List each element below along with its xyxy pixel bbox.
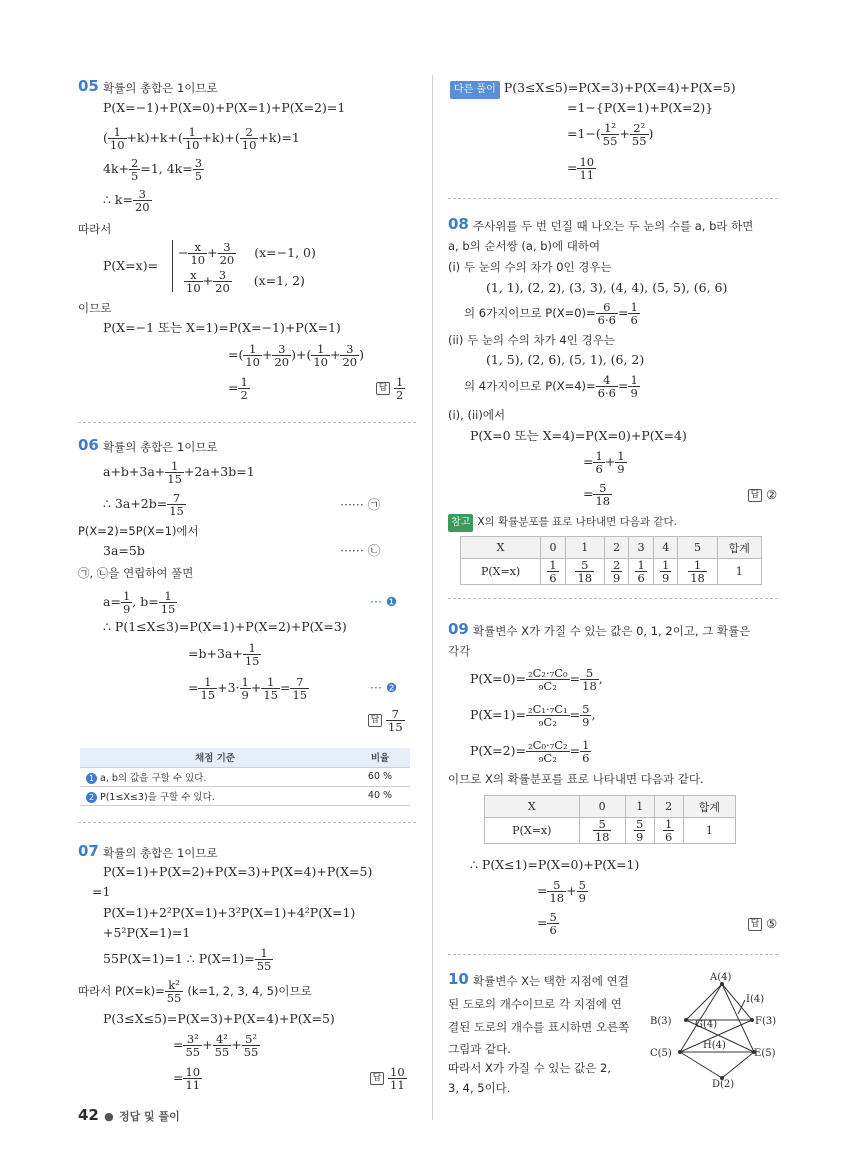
problem-05-number: 05 xyxy=(78,77,99,95)
p07-line7: 따라서 P(X=k)= $\frac{\text{k²}}{55}$ (k=1, 2, 3, 4, 5)이므로 xyxy=(78,978,312,1005)
p06-line7: a= $\frac{1}{9}$ , b= $\frac{1}{15}$ xyxy=(103,589,176,616)
p10-line2: 된 도로의 개수이므로 각 지점에 연 xyxy=(448,997,622,1011)
problem-06-number: 06 xyxy=(78,436,99,454)
p09-line5: P(X=2)= $\frac{\text{₂C₀·₇C₂}}{\text{₉C₂}}$ = $\frac{1}{6}$ xyxy=(470,738,590,765)
note-distribution-table xyxy=(460,536,762,585)
separator xyxy=(78,822,416,823)
label-C: C(5) xyxy=(650,1048,672,1059)
p09-line6: 이므로 X의 확률분포를 표로 나타내면 다음과 같다. xyxy=(448,772,704,786)
footer-title: 정답 및 풀이 xyxy=(118,1110,180,1123)
note-line: 참고 X의 확률분포를 표로 나타내면 다음과 같다. xyxy=(448,514,677,532)
table-cell: $\frac{5}{9}$ xyxy=(625,818,654,844)
column-divider xyxy=(432,75,433,1120)
p08-line3: (i) 두 눈의 수의 차가 0인 경우는 xyxy=(448,260,612,274)
table-cell: $\frac{1}{9}$ xyxy=(653,559,678,585)
p10-line3: 결된 도로의 개수를 표시하면 오른쪽 xyxy=(448,1020,630,1034)
p05-line4: 4k+ $\frac{2}{5}$ =1, 4k= $\frac{3}{5}$ xyxy=(103,156,203,183)
p05-case2: $\frac{x}{10}$ + $\frac{3}{20}$ (x=1, 2) xyxy=(186,268,305,295)
table-header-cell: 0 xyxy=(541,537,566,559)
table-header-cell: 4 xyxy=(653,537,678,559)
separator xyxy=(448,954,778,955)
other-solution-line4: = $\frac{10}{11}$ xyxy=(567,155,595,182)
p07-line9: = $\frac{\text{3²}}{55}$ + $\frac{\text{4²}}{55}$ + $\frac{\text{5²}}{55}$ xyxy=(173,1032,259,1059)
problem-08-number: 08 xyxy=(448,215,469,233)
p05-answer: 답 $\frac{1}{2}$ xyxy=(376,376,405,401)
table-header-cell: 합계 xyxy=(717,537,761,559)
table-header-cell: 0 xyxy=(579,796,625,818)
p10-line6: 3, 4, 5이다. xyxy=(448,1081,511,1095)
p06-line9: =b+3a+ $\frac{1}{15}$ xyxy=(188,641,260,668)
p08-line7: (1, 5), (2, 6), (5, 1), (6, 2) xyxy=(486,352,645,367)
label-I: I(4) xyxy=(746,994,765,1005)
p06-line10: = $\frac{1}{15}$ +3· $\frac{1}{9}$ + $\frac{1}{15}$ = $\frac{7}{15}$ xyxy=(188,675,308,702)
p06-line8: ∴ P(1≤X≤3)=P(X=1)+P(X=2)+P(X=3) xyxy=(103,619,347,634)
p06-line4: P(X=2)=5P(X=1)에서 xyxy=(78,524,199,538)
separator xyxy=(448,598,778,599)
p07-line8: P(3≤X≤5)=P(X=3)+P(X=4)+P(X=5) xyxy=(103,1011,335,1026)
p08-line4: (1, 1), (2, 2), (3, 3), (4, 4), (5, 5), (6, 6) xyxy=(486,280,728,295)
node-F xyxy=(750,1018,754,1022)
page-footer: 42 ● 정답 및 풀이 xyxy=(78,1106,180,1124)
p09-distribution-table xyxy=(484,795,736,844)
p05-line11: = $\frac{1}{2}$ xyxy=(228,375,248,402)
p08-line11: = $\frac{1}{6}$ + $\frac{1}{9}$ xyxy=(583,449,625,476)
p08-line6: (ii) 두 눈의 수의 차가 4인 경우는 xyxy=(448,333,615,347)
table-cell: $\frac{5}{18}$ xyxy=(565,559,604,585)
piecewise-brace xyxy=(172,240,173,292)
p07-line2: P(X=1)+P(X=2)+P(X=3)+P(X=4)+P(X=5) xyxy=(103,864,373,879)
p06-step1: ··· ❶ xyxy=(370,594,398,609)
label-F: F(3) xyxy=(755,1016,777,1027)
road-C-D xyxy=(680,1052,722,1078)
node-B xyxy=(684,1018,688,1022)
p10-line1: 확률변수 X는 택한 지점에 연결 xyxy=(473,974,629,988)
grading-criteria-table: 채점 기준 비율 1 a, b의 값을 구할 수 있다. 60 % 2 P(1≤X≤3)을 구할 수 있다. 40 % xyxy=(80,748,410,806)
other-solution-line2: =1−{P(X=1)+P(X=2)} xyxy=(567,100,714,115)
table-header-cell: 5 xyxy=(678,537,717,559)
p06-line3: ∴ 3a+2b= $\frac{7}{15}$ xyxy=(103,491,184,518)
p07-line10: = $\frac{10}{11}$ xyxy=(173,1065,201,1092)
p05-line9: P(X=−1 또는 X=1)=P(X=−1)+P(X=1) xyxy=(103,320,341,335)
p07-line4: P(X=1)+2²P(X=1)+3²P(X=1)+4²P(X=1) xyxy=(103,905,356,920)
table-cell: $\frac{1}{18}$ xyxy=(678,559,717,585)
separator xyxy=(448,198,778,199)
table-header-cell: 3 xyxy=(629,537,654,559)
p07-answer: 답 $\frac{10}{11}$ xyxy=(370,1066,407,1091)
p08-line5: 의 6가지이므로 P(X=0)= $\frac{6}{6\cdot 6}$ = $\frac{1}{6}$ xyxy=(464,300,638,327)
p06-line5: 3a=5b xyxy=(103,543,145,558)
p05-line1: 확률의 총합은 1이므로 xyxy=(103,81,218,95)
p06-line1: 확률의 총합은 1이므로 xyxy=(103,440,218,454)
p09-line7: ∴ P(X≤1)=P(X=0)+P(X=1) xyxy=(470,857,640,872)
table-header-cell: X xyxy=(461,537,541,559)
p09-line8: = $\frac{5}{18}$ + $\frac{5}{9}$ xyxy=(537,878,586,905)
table-cell: $\frac{5}{18}$ xyxy=(579,818,625,844)
criteria-row-1: 1 a, b의 값을 구할 수 있다. xyxy=(80,767,350,786)
table-total-cell: 1 xyxy=(717,559,761,585)
problem-07-number: 07 xyxy=(78,842,99,860)
problem-09-number: 09 xyxy=(448,620,469,638)
p09-line1: 확률변수 X가 가질 수 있는 값은 0, 1, 2이고, 그 확률은 xyxy=(473,624,751,638)
table-total-cell: 1 xyxy=(683,818,735,844)
table-cell: $\frac{2}{9}$ xyxy=(604,559,629,585)
p07-line1: 확률의 총합은 1이므로 xyxy=(103,846,218,860)
label-A: A(4) xyxy=(710,972,732,983)
p09-line2: 각각 xyxy=(448,644,471,658)
road-E-D xyxy=(722,1052,754,1078)
p05-line8: 이므로 xyxy=(78,301,112,315)
p05-line6: 따라서 xyxy=(78,222,112,236)
p10-line5: 따라서 X가 가질 수 있는 값은 2, xyxy=(448,1061,611,1075)
label-D: D(2) xyxy=(712,1079,735,1090)
p05-line5: ∴ k= $\frac{3}{20}$ xyxy=(103,187,150,214)
p08-line1: 주사위를 두 번 던질 때 나오는 두 눈의 수를 a, b라 하면 xyxy=(473,219,754,233)
road-network-diagram xyxy=(650,970,780,1090)
p09-answer: 답 ⑤ xyxy=(748,916,777,931)
criteria-row-2: 2 P(1≤X≤3)을 구할 수 있다. xyxy=(80,786,350,805)
table-header-cell: X xyxy=(485,796,580,818)
p08-line2: a, b의 순서쌍 (a, b)에 대하여 xyxy=(448,239,601,253)
p05-case1: − $\frac{x}{10}$ + $\frac{3}{20}$ (x=−1, 0) xyxy=(178,240,316,267)
page-number: 42 xyxy=(78,1106,99,1124)
p06-answer: 답 $\frac{7}{15}$ xyxy=(368,708,405,733)
label-E: E(5) xyxy=(754,1048,776,1059)
table-row-label: P(X=x) xyxy=(461,559,541,585)
p08-line10: P(X=0 또는 X=4)=P(X=0)+P(X=4) xyxy=(470,428,687,443)
ratio-header: 비율 xyxy=(350,748,410,767)
label-B: B(3) xyxy=(650,1016,672,1027)
table-cell: $\frac{1}{6}$ xyxy=(629,559,654,585)
p08-line8: 의 4가지이므로 P(X=4)= $\frac{4}{6\cdot 6}$ = $\frac{1}{9}$ xyxy=(464,373,638,400)
table-header-cell: 합계 xyxy=(683,796,735,818)
road-A-B xyxy=(686,984,722,1020)
p06-step2: ··· ❷ xyxy=(370,680,398,695)
p10-line4: 그림과 같다. xyxy=(448,1042,511,1056)
table-row-label: P(X=x) xyxy=(485,818,580,844)
table-header-cell: 1 xyxy=(625,796,654,818)
label-H: H(4) xyxy=(703,1040,726,1051)
p08-answer: 답 ② xyxy=(748,487,777,502)
table-header-cell: 1 xyxy=(565,537,604,559)
table-cell: $\frac{1}{6}$ xyxy=(654,818,683,844)
p06-mark2: ······ ㉡ xyxy=(340,543,381,558)
p05-line3: ( $\frac{1}{10}$ +k)+k+( $\frac{1}{10}$ +k)+( $\frac{2}{10}$ +k)=1 xyxy=(103,125,300,152)
p05-line7: P(X=x)= xyxy=(103,258,159,273)
criteria-header: 채점 기준 xyxy=(80,748,350,767)
table-header-cell: 2 xyxy=(604,537,629,559)
other-solution-line1: 다른 풀이 P(3≤X≤5)=P(X=3)+P(X=4)+P(X=5) xyxy=(450,80,736,99)
p05-line10: =( $\frac{1}{10}$ + $\frac{3}{20}$ )+( $\frac{1}{10}$ + $\frac{3}{20}$ ) xyxy=(228,342,365,369)
node-C xyxy=(678,1050,682,1054)
table-header-cell: 2 xyxy=(654,796,683,818)
p06-mark1: ······ ㉠ xyxy=(340,497,381,512)
separator xyxy=(78,422,416,423)
other-solution-line3: =1−( $\frac{\text{1²}}{55}$ + $\frac{\text{2²}}{55}$ ) xyxy=(567,121,654,148)
p09-line9: = $\frac{5}{6}$ xyxy=(537,910,557,937)
p06-line6: ㉠, ㉡을 연립하여 풀면 xyxy=(78,566,194,580)
p09-line4: P(X=1)= $\frac{\text{₂C₁·₇C₁}}{\text{₉C₂}}$ = $\frac{5}{9}$ , xyxy=(470,702,596,729)
problem-10-number: 10 xyxy=(448,970,469,988)
p05-line2: P(X=−1)+P(X=0)+P(X=1)+P(X=2)=1 xyxy=(103,100,346,115)
p06-line2: a+b+3a+ $\frac{1}{15}$ +2a+3b=1 xyxy=(103,459,255,486)
label-pointer-I xyxy=(738,1000,745,1014)
p07-line6: 55P(X=1)=1 ∴ P(X=1)= $\frac{1}{55}$ xyxy=(103,946,272,973)
p08-line12: = $\frac{5}{18}$ xyxy=(583,481,611,508)
label-G: G(4) xyxy=(695,1019,718,1030)
table-cell: $\frac{1}{6}$ xyxy=(541,559,566,585)
p09-line3: P(X=0)= $\frac{\text{₂C₂·₇C₀}}{\text{₉C₂}}$ = $\frac{5}{18}$ , xyxy=(470,666,603,693)
p07-line5: +5²P(X=1)=1 xyxy=(103,925,191,940)
p07-line3: =1 xyxy=(92,884,111,899)
p08-line9: (i), (ii)에서 xyxy=(448,408,506,422)
